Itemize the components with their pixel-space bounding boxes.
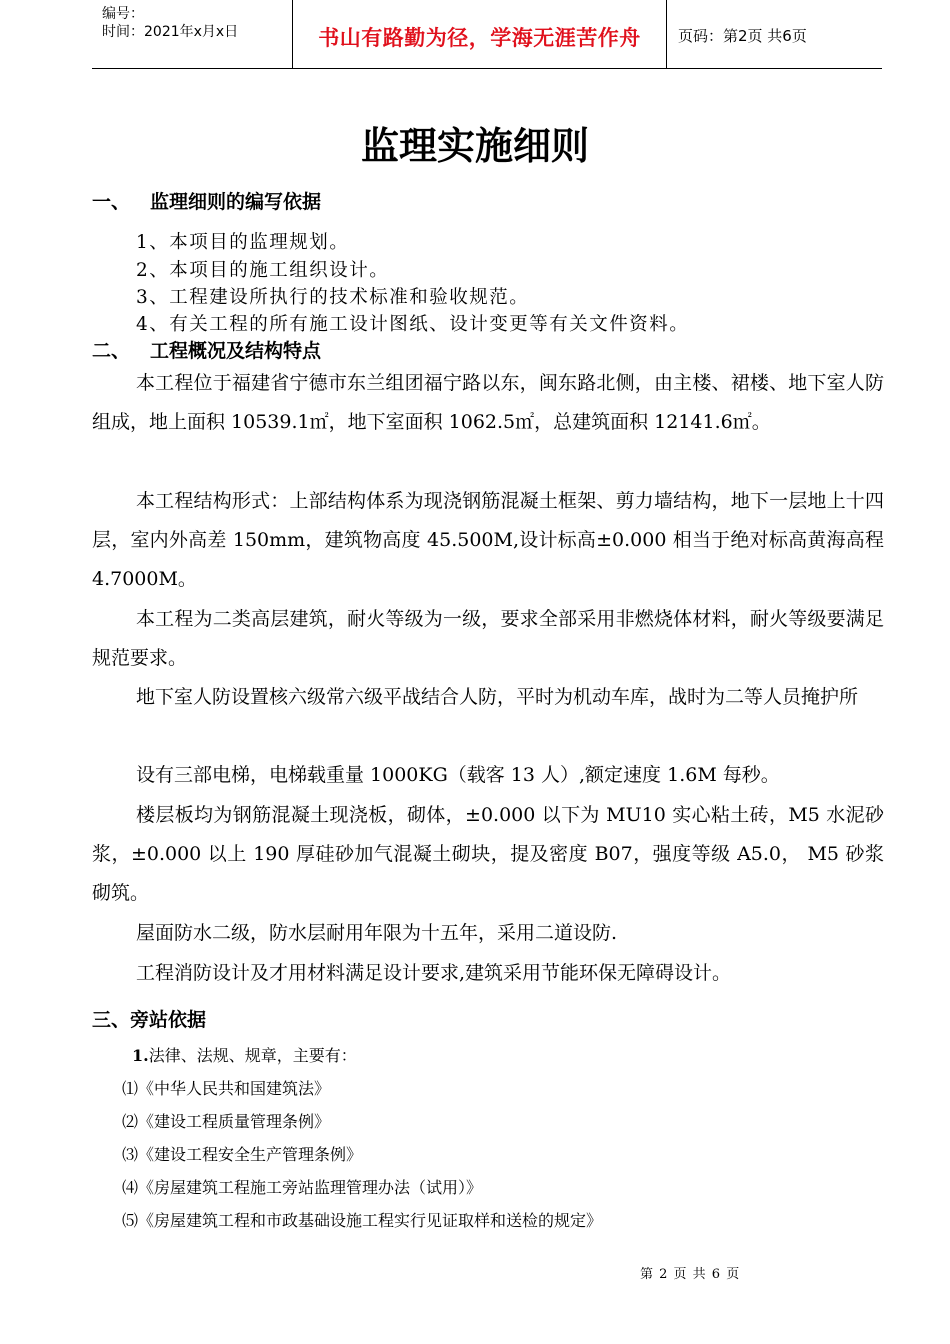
document-title: 监理实施细则	[360, 124, 589, 168]
time-label: 时间：2021年x月x日	[102, 24, 239, 40]
laws-intro-number: 1.	[132, 1046, 149, 1065]
section-heading-1	[92, 187, 321, 214]
law-item: ⑶《建设工程安全生产管理条例》	[122, 1145, 363, 1164]
motto: 书山有路勤为径，学海无涯苦作舟	[318, 26, 641, 50]
section-title: 监理细则的编写依据	[150, 191, 322, 213]
serial-label: 编号：	[102, 6, 144, 22]
list-item: 1、本项目的监理规划。	[136, 232, 350, 253]
page-footer: 第 2 页 共 6 页	[640, 1267, 741, 1282]
law-item: ⑴《中华人民共和国建筑法》	[122, 1079, 331, 1098]
page-number-label: 页码：第2页 共6页	[678, 27, 807, 45]
paragraph: 地下室人防设置核六级常六级平战结合人防，平时为机动车库，战时为二等人员掩护所	[136, 686, 859, 708]
paragraph: 屋面防水二级，防水层耐用年限为十五年，采用二道设防.	[136, 922, 618, 944]
header-meta	[92, 0, 292, 68]
list-item: 2、本项目的施工组织设计。	[136, 260, 390, 281]
law-item: ⑵《建设工程质量管理条例》	[122, 1112, 331, 1131]
section-heading-2	[92, 336, 321, 363]
paragraph: 工程消防设计及才用材料满足设计要求,建筑采用节能环保无障碍设计。	[136, 962, 732, 984]
paragraph: 设有三部电梯，电梯载重量 1000KG（载客 13 人）,额定速度 1.6M 每秒。	[136, 764, 780, 786]
paragraph: 本工程结构形式：上部结构体系为现浇钢筋混凝土框架、剪力墙结构，地下一层地上十四层，室内外高差 150mm，建筑物高度 45.500M,设计标高±0.000 相当于绝对标高黄海高程 4.7000M。	[92, 490, 884, 590]
section-number: 一、	[92, 191, 131, 213]
list-item: 4、有关工程的所有施工设计图纸、设计变更等有关文件资料。	[136, 314, 690, 335]
section-number: 三、	[92, 1009, 131, 1031]
section-number: 二、	[92, 340, 131, 362]
paragraph: 楼层板均为钢筋混凝土现浇板，砌体，±0.000 以下为 MU10 实心粘土砖，M5 水泥砂浆，±0.000 以上 190 厚硅砂加气混凝土砌块，提及密度 B07，强度等级 A5.0， M5 砂浆砌筑。	[92, 804, 884, 904]
header-motto-cell	[292, 0, 667, 68]
laws-intro	[132, 1043, 357, 1066]
header-page-cell	[666, 0, 882, 68]
section-title: 旁站依据	[130, 1009, 207, 1031]
paragraph: 本工程位于福建省宁德市东兰组团福宁路以东，闽东路北侧，由主楼、裙楼、地下室人防组成，地上面积 10539.1㎡，地下室面积 1062.5㎡，总建筑面积 12141.6㎡。	[92, 372, 884, 433]
list-item: 3、工程建设所执行的技术标准和验收规范。	[136, 287, 530, 308]
laws-intro-text: 法律、法规、规章，主要有：	[148, 1046, 357, 1065]
law-item: ⑸《房屋建筑工程和市政基础设施工程实行见证取样和送检的规定》	[122, 1211, 603, 1230]
law-item: ⑷《房屋建筑工程施工旁站监理管理办法（试用）》	[122, 1178, 483, 1197]
section-title: 工程概况及结构特点	[150, 340, 322, 362]
page-header	[92, 0, 882, 69]
section-heading-3	[92, 1005, 206, 1032]
paragraph: 本工程为二类高层建筑，耐火等级为一级，要求全部采用非燃烧体材料，耐火等级要满足规范要求。	[92, 608, 884, 669]
